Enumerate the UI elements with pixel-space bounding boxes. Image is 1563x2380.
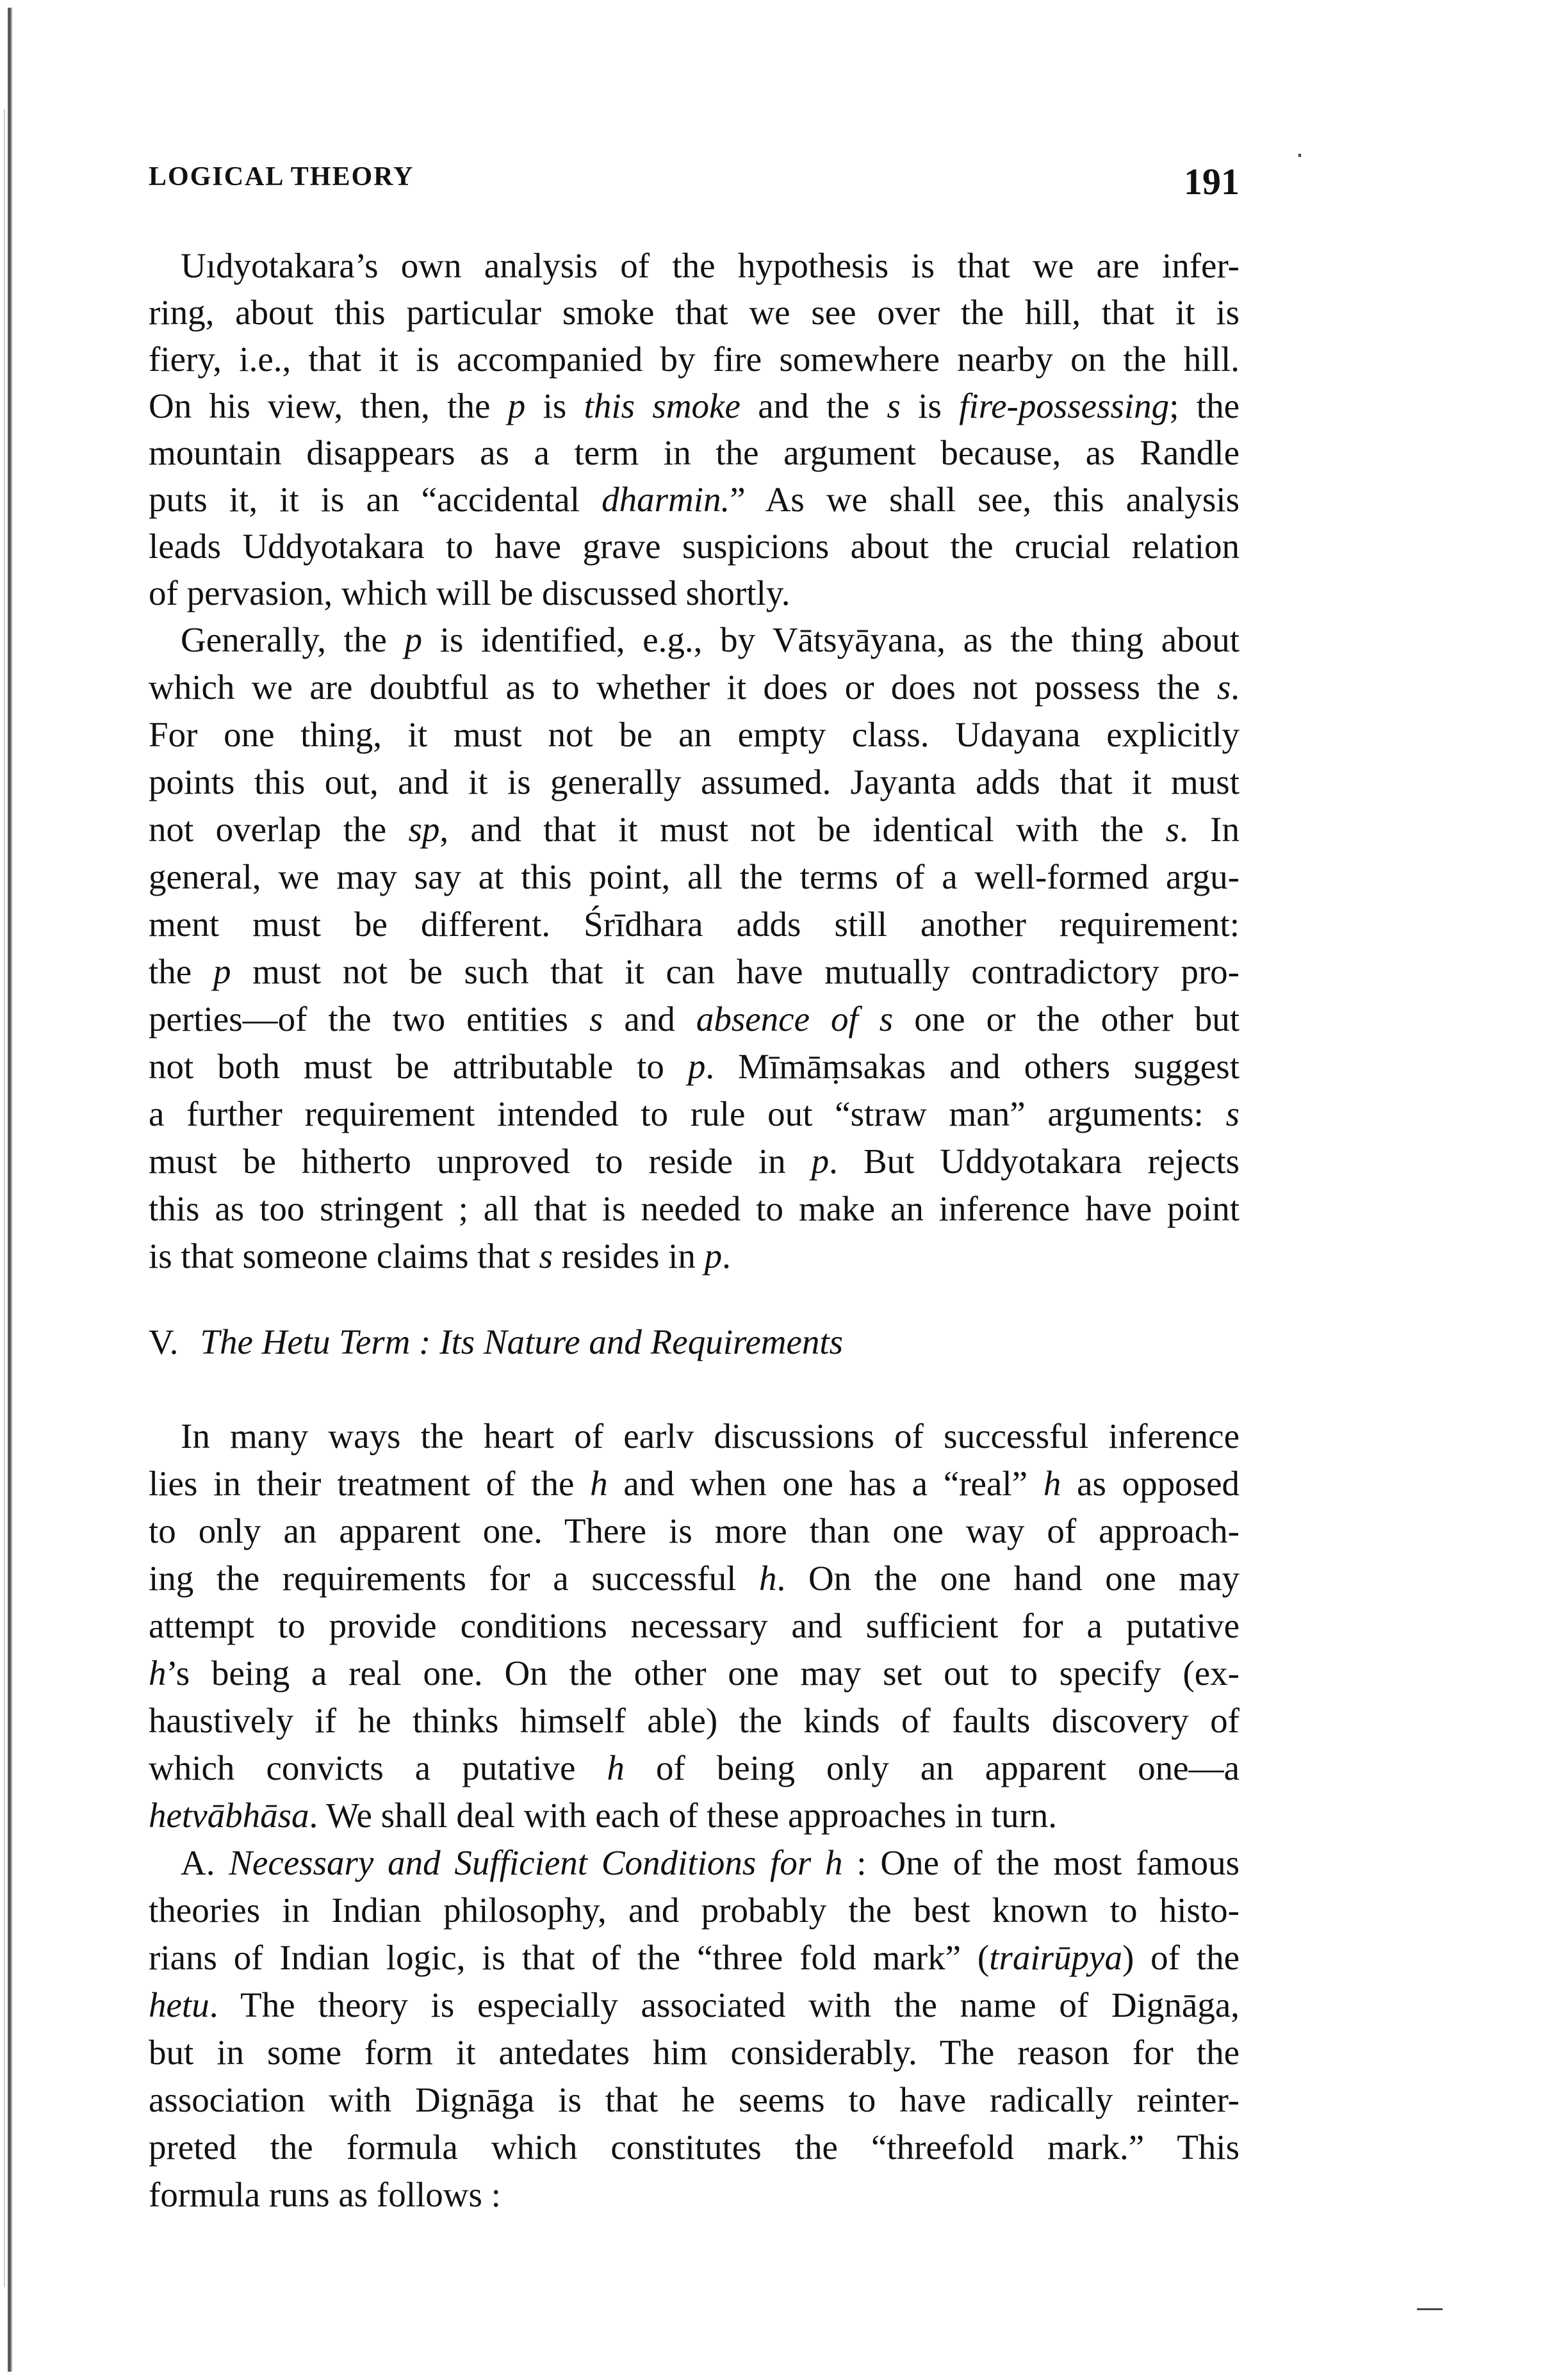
italic-term: Necessary and Sufficient Conditions for h (229, 1843, 843, 1882)
text-line (149, 1138, 1240, 1185)
text-run: . On the one hand one may (776, 1559, 1240, 1598)
text-run: In many ways the heart of earlv discussions of successful inference (181, 1416, 1240, 1456)
text-line (149, 523, 1240, 570)
text-run: and (603, 999, 696, 1038)
text-line (149, 901, 1240, 948)
italic-term: p (213, 952, 231, 991)
text-line (149, 336, 1240, 383)
text-run: A. (181, 1843, 229, 1882)
text-run: ’s being a real one. On the other one may set out to specify (ex- (166, 1654, 1240, 1693)
text-line (149, 382, 1240, 430)
text-run: On his view, then, the (149, 386, 508, 425)
italic-term: p (404, 620, 423, 659)
text-run: Uıdyotakara’s own analysis of the hypothesis is that we are infer- (181, 246, 1240, 285)
section-number: V. (149, 1322, 179, 1361)
text-line (149, 1602, 1240, 1650)
text-run: must not be such that it can have mutually contradictory pro- (231, 952, 1240, 991)
text-run: ” As we shall see, this analysis (730, 480, 1240, 519)
scan-speck (1417, 2308, 1443, 2310)
text-run: is (900, 386, 960, 425)
text-run: formula runs as follows : (149, 2175, 501, 2214)
text-run: . (1231, 668, 1240, 707)
text-run: puts it, it is an “accidental (149, 480, 602, 519)
text-line (149, 996, 1240, 1043)
italic-term: h (149, 1654, 167, 1693)
italic-term: p (507, 386, 526, 425)
text-run: mountain disappears as a term in the argument because, as Randle (149, 433, 1240, 472)
text-line (149, 1555, 1240, 1602)
text-run: must be hitherto unproved to reside in (149, 1142, 812, 1181)
running-head: LOGICAL THEORY (149, 162, 414, 192)
text-line (149, 1792, 1240, 1839)
text-run: : One of the most famous (842, 1843, 1240, 1882)
text-run: leads Uddyotakara to have grave suspicions about the crucial relation (149, 527, 1240, 566)
text-run: . (722, 1236, 731, 1276)
text-line (181, 1839, 1240, 1887)
text-run: ment must be different. Śrīdhara adds still another requirement: (149, 905, 1240, 944)
italic-term: h (590, 1464, 608, 1503)
italic-term: this smoke (584, 386, 741, 425)
text-line (149, 429, 1240, 477)
italic-term: s (1225, 1094, 1240, 1133)
text-run: and when one has a “real” (607, 1464, 1043, 1503)
italic-term: p (811, 1142, 830, 1181)
text-run: fiery, i.e., that it is accompanied by fire somewhere nearby on the hill. (149, 340, 1240, 379)
italic-term: s (887, 386, 901, 425)
page-binding-shadow (4, 109, 5, 2287)
section-heading (149, 1318, 843, 1366)
text-run: . In (1179, 810, 1240, 849)
italic-term: hetvābhāsa (149, 1796, 309, 1835)
text-line (149, 1185, 1240, 1233)
page-binding-edge (8, 8, 13, 2372)
text-run: ing the requirements for a successful (149, 1559, 760, 1598)
text-run: which convicts a putative (149, 1748, 607, 1787)
text-run: perties—of the two entities (149, 999, 590, 1038)
italic-term: trairūpya (989, 1938, 1122, 1977)
text-line (149, 711, 1240, 759)
text-run: Generally, the (181, 620, 405, 659)
text-run: ; the (1169, 386, 1240, 425)
italic-term: fire-possessing (959, 386, 1170, 425)
text-run: general, we may say at this point, all the terms of a well-formed argu- (149, 857, 1240, 896)
text-line (149, 1697, 1240, 1744)
text-run: as opposed (1061, 1464, 1240, 1503)
scan-speck (1298, 154, 1301, 157)
text-line (149, 289, 1240, 336)
italic-term: h (1043, 1464, 1061, 1503)
page-number: 191 (1184, 161, 1240, 202)
text-line (149, 759, 1240, 806)
text-line (181, 242, 1240, 290)
text-run: , and that it must not be identical with the (439, 810, 1166, 849)
italic-term: h (607, 1748, 625, 1787)
text-line (149, 2124, 1240, 2171)
text-run: is that someone claims that (149, 1236, 539, 1276)
text-line (181, 616, 1240, 664)
italic-term: s (539, 1236, 553, 1276)
text-line (149, 806, 1240, 853)
text-run: rians of Indian logic, is that of the “three fold mark” ( (149, 1938, 990, 1977)
text-run: is (525, 386, 584, 425)
text-run: . But Uddyotakara rejects (829, 1142, 1240, 1181)
text-run: theories in Indian philosophy, and probably the best known to histo- (149, 1891, 1240, 1930)
text-run: . The theory is especially associated with the name of Dignāga, (209, 1985, 1240, 2024)
text-line (149, 2171, 1240, 2219)
text-run: points this out, and it is generally assumed. Jayanta adds that it must (149, 762, 1240, 801)
italic-term: s (1216, 668, 1231, 707)
text-run: is identified, e.g., by Vātsyāyana, as the thing about (422, 620, 1240, 659)
text-run: of pervasion, which will be discussed shortly. (149, 573, 790, 612)
italic-term: s (589, 999, 603, 1038)
text-line (149, 476, 1240, 523)
text-run: preted the formula which constitutes the “threefold mark.” This (149, 2128, 1240, 2167)
text-line (149, 2029, 1240, 2076)
text-run: this as too stringent ; all that is needed to make an inference have point (149, 1189, 1240, 1228)
text-run: and the (740, 386, 887, 425)
text-run: a further requirement intended to rule out “straw man” arguments: (149, 1094, 1226, 1133)
text-run: haustively if he thinks himself able) the kinds of faults discovery of (149, 1701, 1240, 1740)
text-line (149, 1650, 1240, 1697)
text-line (149, 1934, 1240, 1982)
italic-term: p (704, 1236, 723, 1276)
text-line (149, 664, 1240, 711)
section-title: The Hetu Term : Its Nature and Requirements (200, 1322, 844, 1361)
text-line (149, 1090, 1240, 1138)
text-line (149, 570, 1240, 617)
text-line (149, 948, 1240, 996)
text-line (149, 1982, 1240, 2029)
text-run: to only an apparent one. There is more than one way of approach- (149, 1511, 1240, 1550)
text-line (149, 2076, 1240, 2124)
text-run: lies in their treatment of the (149, 1464, 591, 1503)
text-run: not overlap the (149, 810, 409, 849)
text-line (149, 1887, 1240, 1934)
text-run: not both must be attributable to (149, 1047, 688, 1086)
text-run: but in some form it antedates him considerably. The reason for the (149, 2033, 1240, 2072)
text-run: ) of the (1122, 1938, 1240, 1977)
text-run: . We shall deal with each of these approaches in turn. (309, 1796, 1058, 1835)
text-run: attempt to provide conditions necessary and sufficient for a putative (149, 1606, 1240, 1645)
text-run: one or the other but (893, 999, 1240, 1038)
text-line (149, 853, 1240, 901)
text-run: resides in (552, 1236, 705, 1276)
text-run: association with Dignāga is that he seems to have radically reinter- (149, 2080, 1240, 2119)
text-run: the (149, 952, 213, 991)
italic-term: sp (408, 810, 440, 849)
italic-term: s (1165, 810, 1180, 849)
italic-term: h (759, 1559, 777, 1598)
text-run: For one thing, it must not be an empty class. Udayana explicitly (149, 715, 1240, 754)
italic-term: dharmin. (601, 480, 730, 519)
italic-term: p (687, 1047, 706, 1086)
text-line (149, 1460, 1240, 1507)
text-run: ring, about this particular smoke that we see over the hill, that it is (149, 293, 1240, 332)
italic-term: absence of s (696, 999, 894, 1038)
text-line (149, 1507, 1240, 1555)
text-line (181, 1413, 1240, 1460)
text-run: which we are doubtful as to whether it does or does not possess the (149, 668, 1217, 707)
text-run: . Mīmāṃsakas and others suggest (705, 1047, 1240, 1086)
text-line (149, 1233, 1240, 1280)
text-line (149, 1043, 1240, 1090)
italic-term: hetu (149, 1985, 209, 2024)
text-line (149, 1744, 1240, 1792)
text-run: of being only an apparent one—a (624, 1748, 1240, 1787)
